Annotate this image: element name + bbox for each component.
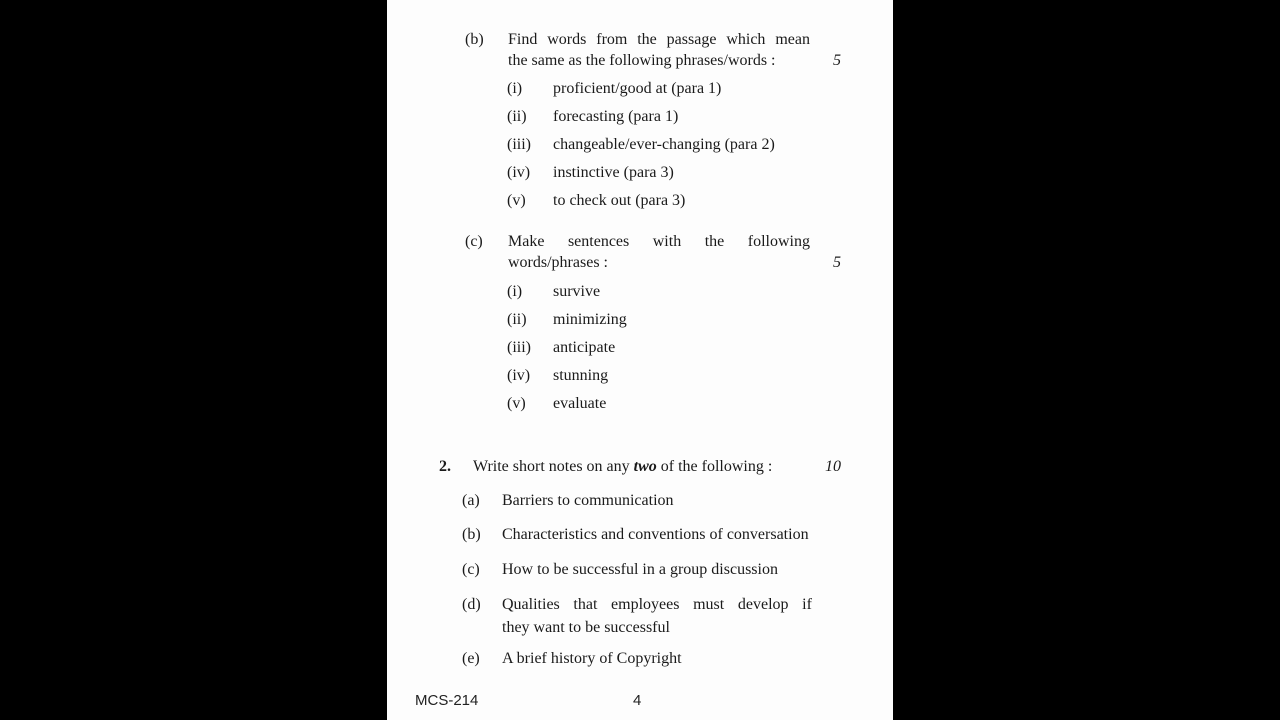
item-numeral: (i) [507,80,523,97]
item-text [502,593,812,639]
question-1b-line1: Find words from the passage which mean [508,31,810,48]
list-item [387,134,893,155]
list-item [387,393,893,414]
question-1b-line2: the same as the following phrases/words : [508,52,776,69]
item-letter: (e) [462,650,480,667]
list-item [387,106,893,127]
item-numeral: (v) [507,192,526,209]
question-1c-label: (c) [465,233,483,250]
question-2-suffix: of the following : [656,458,773,475]
list-item [387,593,893,639]
question-1c-marks: 5 [833,254,841,271]
question-2-number: 2. [439,458,451,475]
item-letter: (d) [462,596,481,613]
list-item [387,524,893,545]
item-letter: (c) [462,561,480,578]
item-text: stunning [553,367,609,384]
list-item [387,648,893,669]
list-item [387,559,893,580]
item-letter: (a) [462,492,480,509]
question-1b-marks: 5 [833,52,841,69]
item-numeral: (ii) [507,311,527,328]
list-item [387,490,893,511]
item-numeral: (i) [507,283,523,300]
item-text-line1: Qualities that employees must develop if [502,596,812,613]
list-item [387,365,893,386]
list-item [387,309,893,330]
list-item [387,281,893,302]
question-1c [387,231,893,273]
item-numeral: (ii) [507,108,527,125]
item-text: minimizing [553,311,627,328]
item-text: instinctive (para 3) [553,164,674,181]
list-item [387,162,893,183]
exam-page [387,0,893,720]
item-text-line2: they want to be successful [502,619,670,636]
course-code: MCS-214 [415,692,479,709]
item-text: to check out (para 3) [553,192,686,209]
item-numeral: (iv) [507,367,531,384]
item-text: anticipate [553,339,616,356]
page-number: 4 [633,692,642,709]
item-text: forecasting (para 1) [553,108,679,125]
list-item [387,78,893,99]
item-numeral: (iv) [507,164,531,181]
question-1b-text [508,29,810,71]
item-text: evaluate [553,395,607,412]
question-1c-text [508,231,810,273]
item-text: A brief history of Copyright [502,650,682,667]
question-1b-label: (b) [465,31,484,48]
question-2-text [473,456,803,477]
item-text: Characteristics and conventions of conversation [502,526,809,543]
item-text: survive [553,283,601,300]
list-item [387,337,893,358]
item-numeral: (v) [507,395,526,412]
item-numeral: (iii) [507,339,531,356]
question-1b [387,29,893,71]
item-text: Barriers to communication [502,492,674,509]
list-item [387,190,893,211]
item-text: proficient/good at (para 1) [553,80,722,97]
question-2-prefix: Write short notes on any [473,458,634,475]
item-text: changeable/ever-changing (para 2) [553,136,775,153]
item-numeral: (iii) [507,136,531,153]
question-2-emphasis: two [633,458,657,475]
question-2-marks: 10 [825,458,841,475]
item-letter: (b) [462,526,481,543]
question-1c-line1: Make sentences with the following [508,233,810,250]
question-2 [387,456,893,477]
question-1c-line2: words/phrases : [508,254,608,271]
item-text: How to be successful in a group discussion [502,561,778,578]
